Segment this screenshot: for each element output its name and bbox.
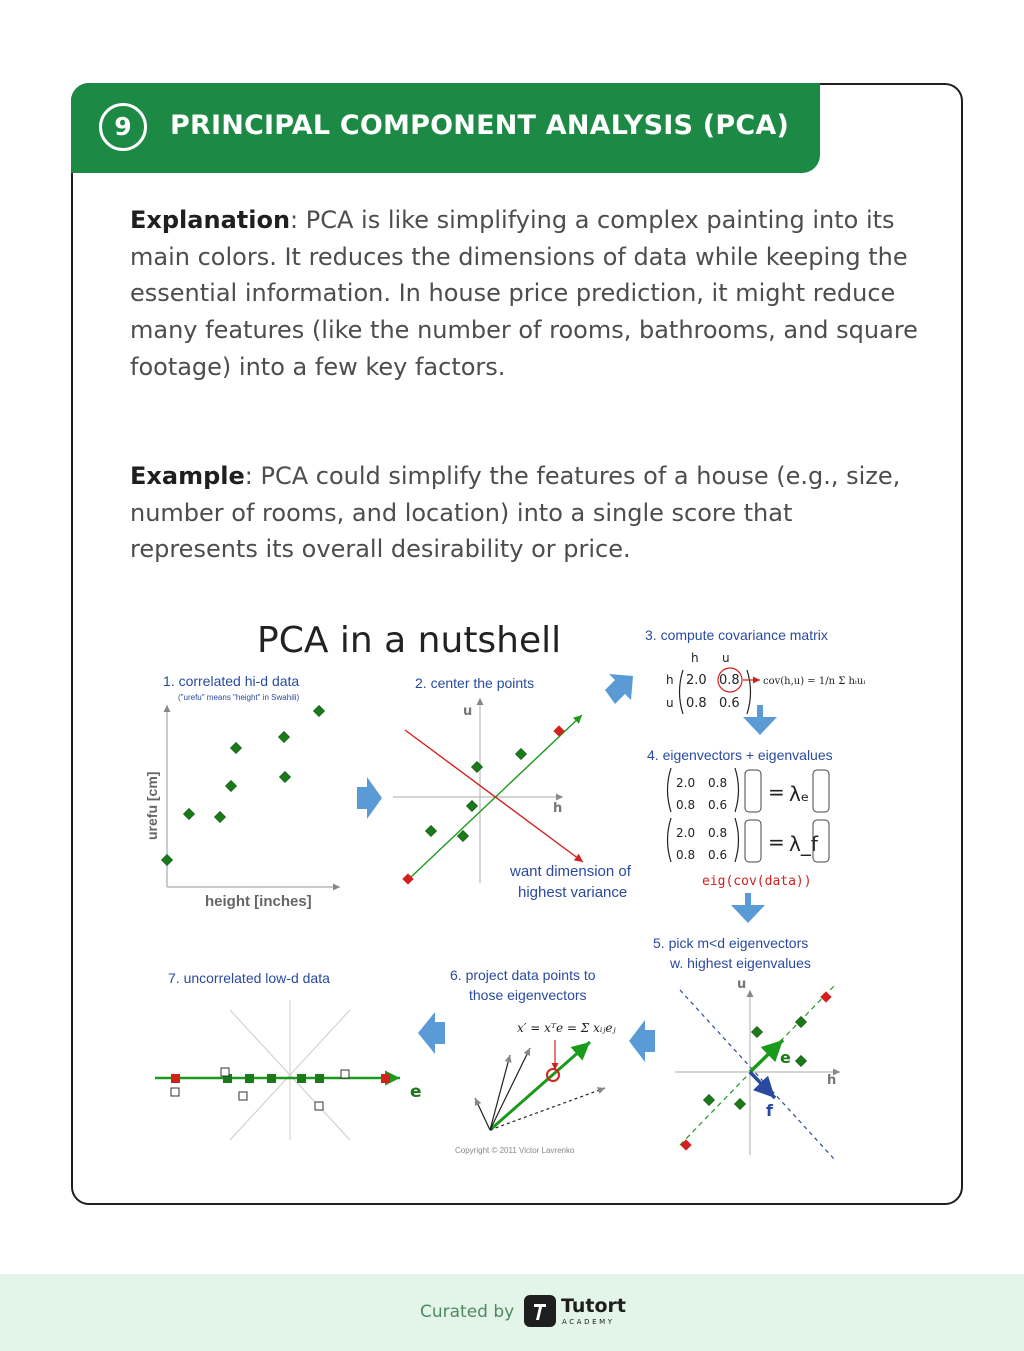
step7-points [171, 1068, 390, 1110]
brand-subtitle: ACADEMY [562, 1318, 615, 1326]
step1-points [161, 705, 324, 865]
arrow-step1-to-2 [357, 777, 382, 819]
curated-by-label: Curated by [420, 1302, 515, 1322]
example-paragraph [130, 458, 920, 568]
matrix-bracket-right [747, 670, 751, 714]
axis-h-label-5: h [827, 1073, 837, 1088]
step5-label-line2: w. highest eigenvalues [670, 955, 811, 971]
eigvec-e [750, 1040, 783, 1072]
cov-m11: 2.0 [686, 673, 707, 688]
arrow-step4-to-5 [731, 893, 765, 923]
arrow-step2-to-3 [605, 674, 633, 704]
brand-name: Tutort [561, 1295, 626, 1317]
svg-text:0.8: 0.8 [708, 776, 728, 790]
svg-text:0.8: 0.8 [708, 826, 728, 840]
projection-green-vector [490, 1042, 590, 1130]
eigvec-e-label: e [780, 1048, 791, 1067]
matrix-row-h: h [666, 673, 674, 687]
arrow-step6-to-7 [418, 1012, 445, 1054]
red-point-low [402, 873, 413, 884]
cov-m22: 0.6 [719, 696, 740, 711]
matrix-row-u: u [666, 696, 674, 710]
axis-u-label-2: u [463, 704, 473, 719]
cov-formula: cov(h,u) = 1/n Σ hᵢuᵢ [763, 676, 866, 687]
step3-label: 3. compute covariance matrix [645, 627, 828, 643]
explanation-label: Explanation [130, 206, 291, 234]
eigvec-f-label: f [766, 1101, 773, 1120]
axis-u-label-5: u [737, 977, 747, 992]
red-point-5b [820, 991, 831, 1002]
step4-label: 4. eigenvectors + eigenvalues [647, 747, 833, 763]
red-direction-2 [405, 730, 583, 862]
explanation-paragraph [130, 202, 920, 386]
step1-ylabel: urefu [cm] [144, 771, 160, 840]
svg-text:2.0: 2.0 [676, 826, 696, 840]
step1-xlabel: height [inches] [205, 893, 312, 910]
svg-text:λ_f: λ_f [789, 832, 818, 856]
step2-note-line2: highest variance [518, 884, 628, 901]
section-number: 9 [99, 103, 147, 151]
tutort-logo-icon [524, 1295, 556, 1327]
example-label: Example [130, 462, 245, 490]
pca-diagram [135, 600, 880, 1165]
axis-e-label-7: e [410, 1082, 422, 1102]
svg-text:λₑ: λₑ [789, 782, 810, 806]
arrow-step5-to-6 [629, 1020, 655, 1062]
step2-label: 2. center the points [415, 675, 535, 691]
cov-m12: 0.8 [719, 673, 740, 688]
red-point-5a [680, 1139, 691, 1150]
step6-label-line1: 6. project data points to [450, 967, 596, 983]
svg-text:0.8: 0.8 [676, 798, 696, 812]
copyright: Copyright © 2011 Victor Lavrenko [455, 1146, 575, 1155]
step2-points [425, 748, 526, 841]
blue-dashed-5 [680, 990, 835, 1160]
step5-points [703, 1016, 806, 1109]
cov-m21: 0.8 [686, 696, 707, 711]
step5-label-line1: 5. pick m<d eigenvectors [653, 935, 809, 951]
eig-equation-1 [668, 768, 830, 812]
step7-label: 7. uncorrelated low-d data [168, 970, 330, 986]
figure-title: PCA in a nutshell [257, 620, 562, 661]
eig-equation-2 [668, 818, 830, 862]
svg-text:0.8: 0.8 [676, 848, 696, 862]
projection-vector-c [475, 1098, 490, 1130]
section-title: PRINCIPAL COMPONENT ANALYSIS (PCA) [170, 110, 789, 141]
step1-note: ("urefu" means "height" in Swahili) [178, 693, 300, 702]
svg-text:0.6: 0.6 [708, 798, 728, 812]
explanation-text: : PCA is like simplifying a complex painting into its main colors. It reduces the dimensions of data while keeping the essential information. In house price prediction, it might reduce many features (like the number of rooms, bathrooms, and square footage) into a few key factors. [130, 206, 918, 381]
matrix-header-h: h [691, 651, 699, 665]
matrix-bracket-left [680, 670, 684, 714]
step1-label: 1. correlated hi-d data [163, 673, 300, 689]
svg-text:0.6: 0.6 [708, 848, 728, 862]
step6-label-line2: those eigenvectors [469, 987, 587, 1003]
axis-h-label-2: h [553, 801, 563, 816]
svg-text:2.0: 2.0 [676, 776, 696, 790]
eig-code: eig(cov(data)) [702, 874, 812, 889]
eigvec-f [750, 1072, 775, 1098]
step2-note-line1: want dimension of [510, 863, 631, 880]
svg-text:=: = [768, 830, 785, 854]
svg-text:=: = [768, 780, 785, 804]
projection-formula: x′ = xᵀe = Σ xᵢⱼeⱼ [517, 1021, 616, 1035]
pca-figure [135, 600, 880, 1165]
red-point-high [553, 725, 564, 736]
projection-vector-a [490, 1055, 510, 1130]
example-text: : PCA could simplify the features of a house (e.g., size, number of rooms, and location) into a single score that represents its overall desirability or price. [130, 462, 901, 564]
matrix-header-u: u [722, 651, 730, 665]
